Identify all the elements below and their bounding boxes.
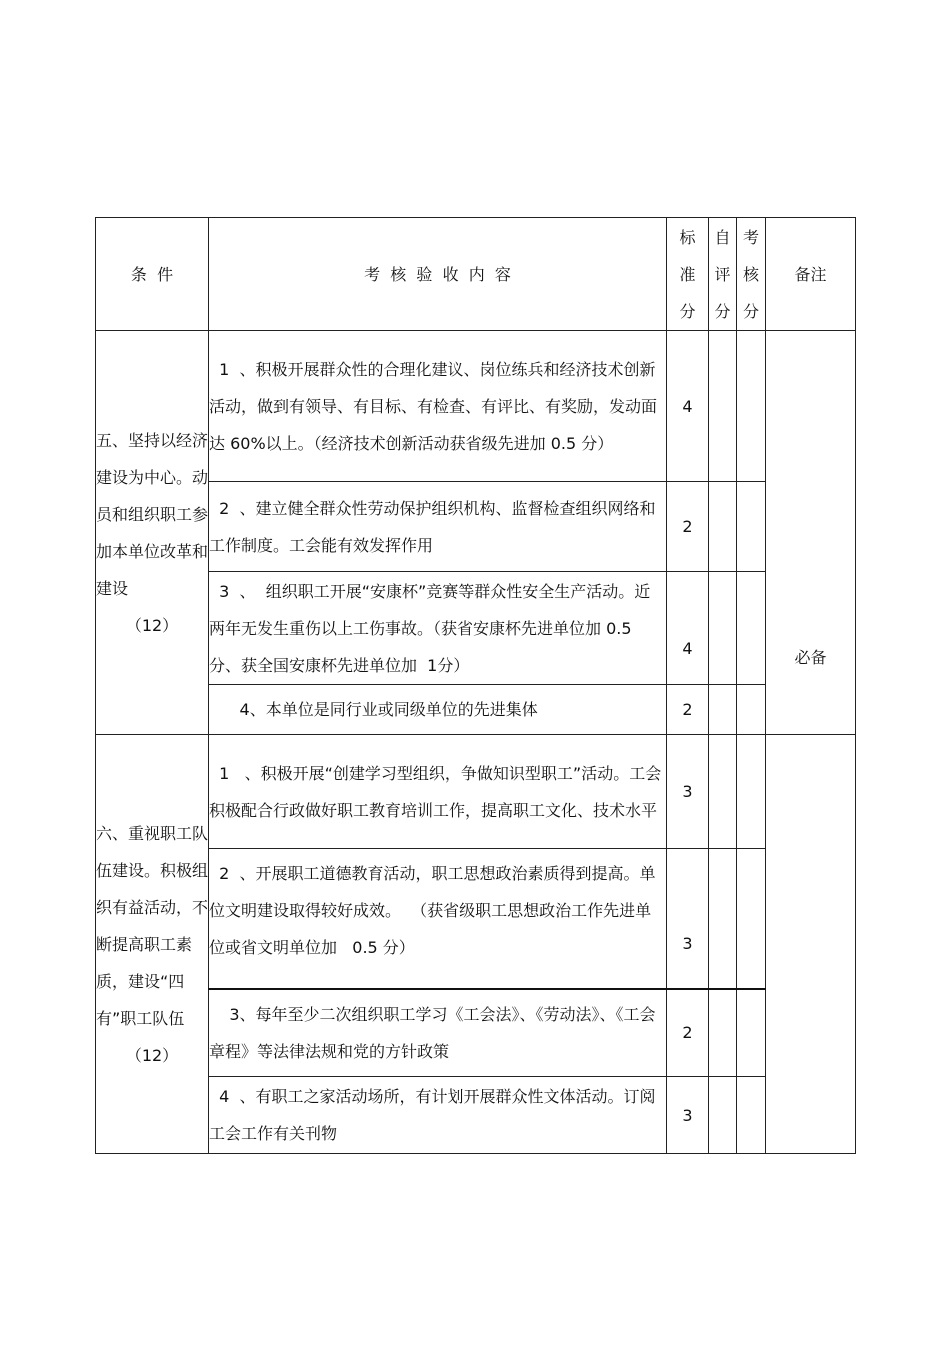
content-cell: 1 、积极开展“创建学习型组织，争做知识型职工”活动。工会积极配合行政做好职工教育培训工作，提高职工文化、技术水平 [209, 735, 667, 849]
remark-cell [766, 735, 856, 1154]
review-score-cell [737, 331, 766, 482]
standard-score-cell: 2 [667, 482, 709, 572]
content-cell: 3 、 组织职工开展“安康杯”竞赛等群众性安全生产活动。近两年无发生重伤以上工伤事故。（获省安康杯先进单位加 0.5 分、获全国安康杯先进单位加 1分） [209, 572, 667, 685]
condition-score: （12） [125, 615, 179, 635]
condition-cell [96, 331, 209, 735]
condition-text: 五、坚持以经济建设为中心。动员和组织职工参加本单位改革和建设 [96, 430, 209, 598]
assessment-table [95, 217, 856, 1154]
content-cell: 1 、积极开展群众性的合理化建议、岗位练兵和经济技术创新活动，做到有领导、有目标、有检查、有评比、有奖励，发动面达 60%以上。（经济技术创新活动获省级先进加 0.5 分） [209, 331, 667, 482]
review-score-cell [737, 735, 766, 849]
condition-cell [96, 735, 209, 1154]
header-content: 考 核 验 收 内 容 [209, 218, 667, 331]
table-row [96, 849, 856, 989]
table-row [96, 735, 856, 849]
self-score-cell [709, 572, 737, 685]
content-cell: 4、本单位是同行业或同级单位的先进集体 [209, 685, 667, 735]
table-row [96, 572, 856, 685]
header-standard-score: 标 准 分 [667, 218, 709, 331]
self-score-cell [709, 331, 737, 482]
self-score-cell [709, 1077, 737, 1154]
review-score-cell [737, 482, 766, 572]
standard-score-cell: 4 [667, 572, 709, 685]
header-self-score: 自 评 分 [709, 218, 737, 331]
content-cell: 2 、开展职工道德教育活动，职工思想政治素质得到提高。单位文明建设取得较好成效。 （获省级职工思想政治工作先进单位或省文明单位加 0.5 分） [209, 849, 667, 989]
self-score-cell [709, 685, 737, 735]
review-score-cell [737, 572, 766, 685]
table-row [96, 331, 856, 482]
self-score-cell [709, 849, 737, 989]
standard-score-cell: 2 [667, 685, 709, 735]
header-row [96, 218, 856, 331]
content-cell: 3、每年至少二次组织职工学习《工会法》、《劳动法》、《工会章程》等法律法规和党的方针政策 [209, 989, 667, 1077]
header-condition: 条 件 [96, 218, 209, 331]
condition-text: 六、重视职工队伍建设。积极组织有益活动，不断提高职工素质，建设“四有”职工队伍 [96, 823, 209, 1028]
standard-score-cell: 3 [667, 849, 709, 989]
header-remark: 备注 [766, 218, 856, 331]
table-row [96, 1077, 856, 1154]
table-row [96, 482, 856, 572]
review-score-cell [737, 685, 766, 735]
remark-cell [766, 331, 856, 735]
header-review-score: 考 核 分 [737, 218, 766, 331]
review-score-cell [737, 1077, 766, 1154]
standard-score-cell: 4 [667, 331, 709, 482]
content-cell: 4 、有职工之家活动场所，有计划开展群众性文体活动。订阅工会工作有关刊物 [209, 1077, 667, 1154]
remark-text: 必备 [794, 648, 827, 667]
content-cell: 2 、建立健全群众性劳动保护组织机构、监督检查组织网络和工作制度。工会能有效发挥作用 [209, 482, 667, 572]
review-score-cell [737, 989, 766, 1077]
self-score-cell [709, 989, 737, 1077]
standard-score-cell: 2 [667, 989, 709, 1077]
self-score-cell [709, 735, 737, 849]
standard-score-cell: 3 [667, 1077, 709, 1154]
self-score-cell [709, 482, 737, 572]
standard-score-cell: 3 [667, 735, 709, 849]
table-row [96, 685, 856, 735]
condition-score: （12） [125, 1045, 179, 1065]
table-row [96, 989, 856, 1077]
review-score-cell [737, 849, 766, 989]
